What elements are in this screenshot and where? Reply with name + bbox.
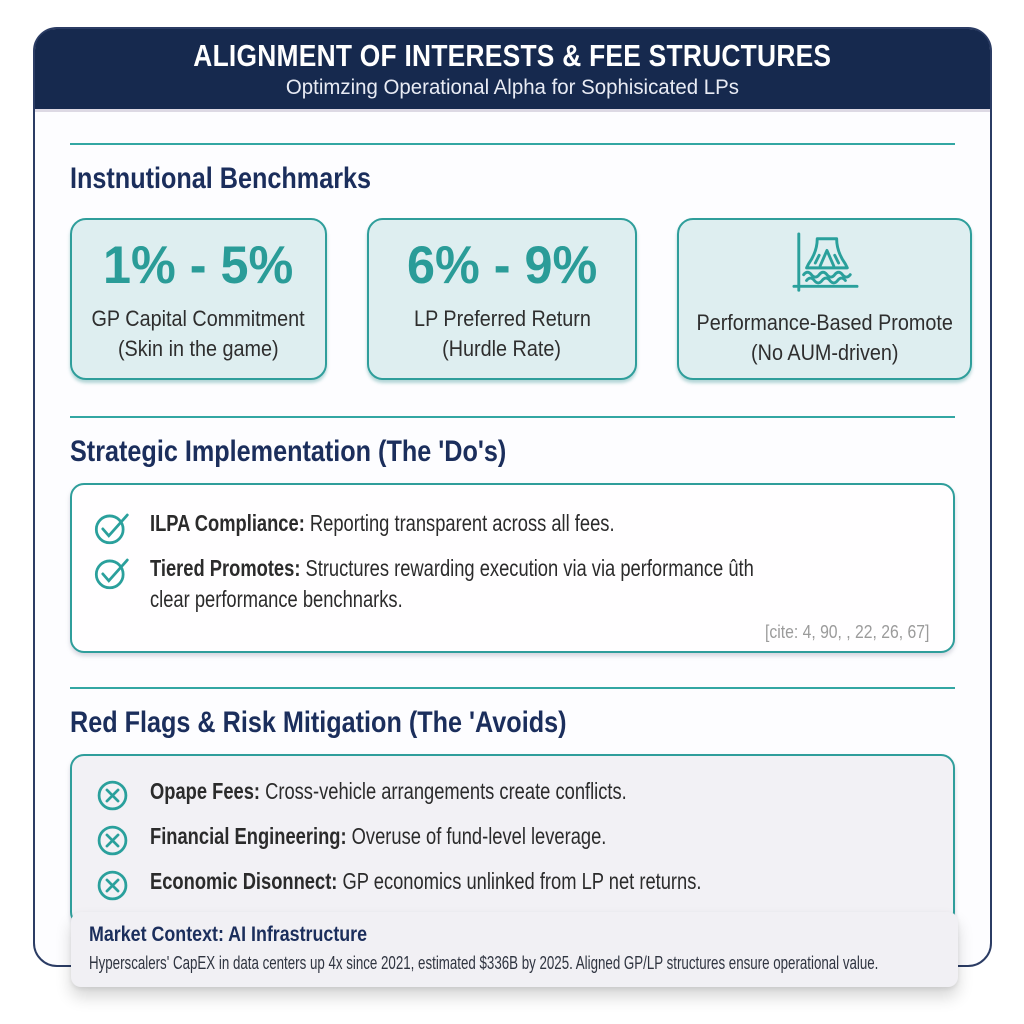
- x-circle-icon: [94, 867, 131, 904]
- item-label: ILPA Compliance:: [150, 510, 305, 536]
- avoids-heading: Red Flags & Risk Mitigation (The 'Avoids): [70, 706, 567, 740]
- benchmark-value: 1% - 5%: [103, 236, 294, 296]
- x-circle-icon: [94, 777, 131, 814]
- benchmark-cards: [70, 218, 955, 380]
- section-divider: [70, 416, 955, 418]
- benchmarks-heading: Instnutional Benchmarks: [70, 162, 372, 195]
- benchmark-card-promote: [677, 218, 972, 380]
- slide-frame: [33, 27, 992, 973]
- citation-text: [cite: 4, 90, , 22, 26, 67]: [764, 621, 929, 643]
- item-text: Reporting transparent across all fees.: [309, 510, 615, 536]
- dos-heading: Strategic Implementation (The 'Do's): [70, 435, 507, 468]
- benchmark-label: LP Preferred Return: [413, 306, 591, 332]
- benchmark-card-gp-commitment: [70, 218, 327, 380]
- list-item: [94, 776, 931, 814]
- market-context-box: [71, 912, 958, 987]
- list-item: [94, 508, 931, 546]
- item-text: GP economics unlinked from LP net returns.: [342, 868, 702, 895]
- market-context-body: Hyperscalers' CapEX in data centers up 4x since 2021, estimated $336B by 2025. Aligned GP/LP structures ensure operational value.: [89, 952, 879, 973]
- waterfall-icon: [785, 231, 865, 302]
- x-circle-icon: [94, 822, 131, 859]
- benchmark-card-preferred-return: [367, 218, 637, 380]
- benchmark-sublabel: (Skin in the game): [118, 335, 279, 361]
- item-text: Structures rewarding execution via via performance ûth clear performance benchnarks.: [150, 555, 754, 612]
- list-item: [94, 821, 931, 859]
- slide-content: [35, 143, 990, 926]
- item-label: Economic Disonnect:: [150, 868, 338, 895]
- benchmark-value: 6% - 9%: [406, 236, 598, 296]
- benchmark-label: Performance-Based Promote: [696, 310, 953, 336]
- item-label: Financial Engineering:: [150, 823, 347, 850]
- item-label: Tiered Promotes:: [150, 555, 301, 581]
- benchmark-sublabel: (No AUM-driven): [750, 339, 899, 365]
- benchmark-sublabel: (Hurdle Rate): [442, 335, 562, 361]
- item-text: Cross-vehicle arrangements create conflicts.: [265, 778, 627, 805]
- item-label: Opape Fees:: [150, 778, 261, 805]
- market-context-title: Market Context: AI Infrastructure: [89, 923, 368, 946]
- avoids-panel: [70, 754, 955, 926]
- list-item: [94, 866, 931, 904]
- section-divider: [70, 143, 955, 145]
- list-item: [94, 553, 931, 614]
- item-text: Overuse of fund-level leverage.: [351, 823, 607, 850]
- dos-panel: [70, 483, 955, 653]
- check-circle-icon: [94, 554, 131, 591]
- page-title: ALIGNMENT OF INTERESTS & FEE STRUCTURES: [193, 38, 832, 73]
- page-subtitle: Optimzing Operational Alpha for Sophisicated LPs: [285, 75, 740, 99]
- check-circle-icon: [94, 509, 131, 546]
- section-divider: [70, 687, 955, 689]
- header-band: [35, 29, 990, 109]
- benchmark-label: GP Capital Commitment: [91, 306, 306, 332]
